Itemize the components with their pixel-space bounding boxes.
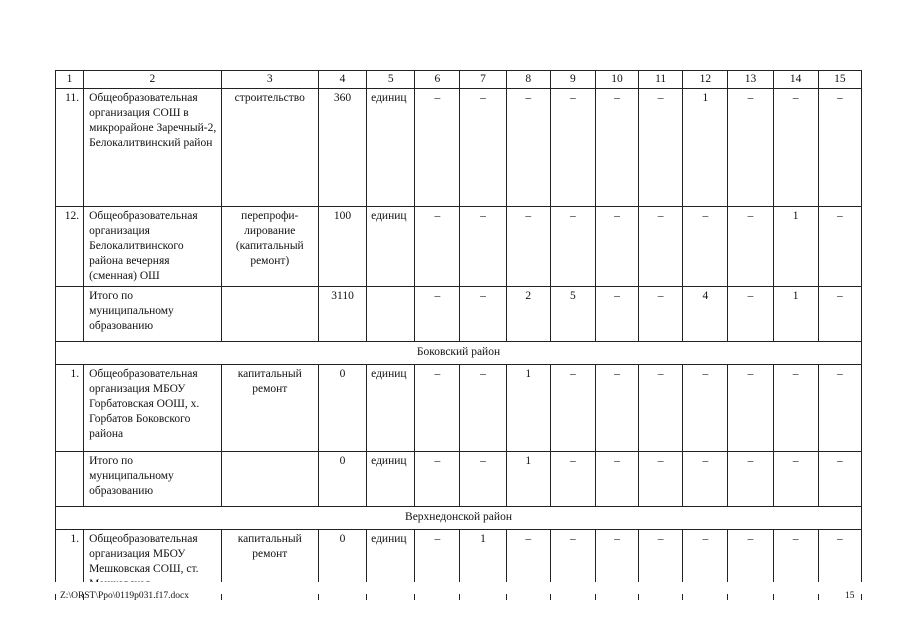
row-number-cell — [56, 287, 84, 342]
value-cell: – — [460, 365, 506, 452]
header-cell: 13 — [728, 71, 773, 89]
section-title: Боковский район — [56, 342, 862, 365]
value-cell: – — [415, 287, 460, 342]
value-cell: – — [639, 287, 683, 342]
value-cell: – — [728, 452, 773, 507]
header-cell: 12 — [683, 71, 728, 89]
header-cell: 5 — [367, 71, 415, 89]
object-name-cell: Общеобразовательная организация МБОУ Мешковская СОШ, ст. — [84, 530, 222, 600]
header-row — [56, 71, 862, 89]
footer-file-path: Z:\ORST\Ppo\0119p031.f17.docx — [60, 591, 189, 601]
value-cell: 1 — [773, 207, 818, 287]
unit-cell: единиц — [367, 89, 415, 207]
value-cell: – — [415, 452, 460, 507]
object-name-cell: Итого по муниципальному образованию — [84, 287, 222, 342]
value-cell: – — [639, 452, 683, 507]
header-cell: 14 — [773, 71, 818, 89]
value-cell: – — [728, 530, 773, 600]
capacity-cell: 360 — [318, 89, 366, 207]
value-cell: – — [595, 287, 638, 342]
value-cell: – — [818, 365, 861, 452]
value-cell: – — [818, 287, 861, 342]
header-cell: 3 — [221, 71, 318, 89]
table-row — [56, 89, 862, 207]
value-cell: – — [550, 530, 595, 600]
value-cell: – — [460, 287, 506, 342]
value-cell: – — [506, 530, 550, 600]
section-row — [56, 507, 862, 530]
value-cell: – — [595, 365, 638, 452]
value-cell: – — [818, 89, 861, 207]
value-cell: – — [773, 365, 818, 452]
row-number-cell — [56, 452, 84, 507]
header-cell: 7 — [460, 71, 506, 89]
value-cell: – — [506, 207, 550, 287]
work-type-cell: капитальный ремонт — [221, 365, 318, 452]
capacity-cell: 3110 — [318, 287, 366, 342]
value-cell: – — [506, 89, 550, 207]
value-cell: 1 — [506, 452, 550, 507]
value-cell: – — [728, 207, 773, 287]
header-cell: 2 — [84, 71, 222, 89]
data-table — [55, 70, 862, 600]
header-cell: 15 — [818, 71, 861, 89]
value-cell: – — [728, 365, 773, 452]
value-cell: – — [639, 365, 683, 452]
table-row — [56, 365, 862, 452]
value-cell: – — [683, 452, 728, 507]
value-cell: – — [818, 452, 861, 507]
value-cell: – — [818, 207, 861, 287]
row-number-cell: 1. — [56, 530, 84, 600]
row-number-cell: 11. — [56, 89, 84, 207]
work-type-cell — [221, 287, 318, 342]
value-cell: 1 — [683, 89, 728, 207]
value-cell: – — [683, 207, 728, 287]
value-cell: 2 — [506, 287, 550, 342]
value-cell: – — [415, 89, 460, 207]
unit-cell — [367, 287, 415, 342]
table-row — [56, 287, 862, 342]
value-cell: – — [728, 287, 773, 342]
value-cell: – — [550, 452, 595, 507]
value-cell: – — [415, 530, 460, 600]
value-cell: – — [415, 207, 460, 287]
value-cell: – — [460, 207, 506, 287]
table-body — [56, 71, 862, 600]
capacity-cell: 0 — [318, 452, 366, 507]
value-cell: – — [460, 89, 506, 207]
value-cell: 1 — [460, 530, 506, 600]
object-name-cell: Общеобразовательная организация СОШ в микрорайоне Заречный-2, Белокалитвинский район — [84, 89, 222, 207]
unit-cell: единиц — [367, 530, 415, 600]
value-cell: – — [773, 89, 818, 207]
value-cell: – — [550, 89, 595, 207]
table-row — [56, 452, 862, 507]
header-cell: 8 — [506, 71, 550, 89]
value-cell: 4 — [683, 287, 728, 342]
header-cell: 1 — [56, 71, 84, 89]
section-title: Верхнедонской район — [56, 507, 862, 530]
value-cell: – — [639, 89, 683, 207]
value-cell: – — [773, 452, 818, 507]
header-cell: 11 — [639, 71, 683, 89]
value-cell: – — [683, 530, 728, 600]
unit-cell: единиц — [367, 207, 415, 287]
value-cell: – — [550, 207, 595, 287]
value-cell: – — [595, 89, 638, 207]
header-cell: 9 — [550, 71, 595, 89]
value-cell: – — [415, 365, 460, 452]
value-cell: – — [683, 365, 728, 452]
object-name-cell: Итого по муниципальному образованию — [84, 452, 222, 507]
table-row — [56, 207, 862, 287]
value-cell: – — [773, 530, 818, 600]
value-cell: – — [550, 365, 595, 452]
work-type-cell: капитальный ремонт — [221, 530, 318, 600]
section-row — [56, 342, 862, 365]
capacity-cell: 100 — [318, 207, 366, 287]
value-cell: – — [639, 207, 683, 287]
value-cell: – — [595, 530, 638, 600]
value-cell: – — [595, 207, 638, 287]
unit-cell: единиц — [367, 452, 415, 507]
capacity-cell: 0 — [318, 365, 366, 452]
unit-cell: единиц — [367, 365, 415, 452]
header-cell: 4 — [318, 71, 366, 89]
value-cell: – — [460, 452, 506, 507]
capacity-cell: 0 — [318, 530, 366, 600]
value-cell: – — [595, 452, 638, 507]
value-cell: 1 — [506, 365, 550, 452]
work-type-cell — [221, 452, 318, 507]
header-cell: 10 — [595, 71, 638, 89]
value-cell: 5 — [550, 287, 595, 342]
value-cell: 1 — [773, 287, 818, 342]
object-name-cell: Общеобразовательная организация Белокалитвинского района вечерняя (сменная) ОШ — [84, 207, 222, 287]
value-cell: – — [818, 530, 861, 600]
value-cell: – — [639, 530, 683, 600]
row-number-cell: 1. — [56, 365, 84, 452]
value-cell: – — [728, 89, 773, 207]
row-number-cell: 12. — [56, 207, 84, 287]
work-type-cell: строительство — [221, 89, 318, 207]
work-type-cell: перепрофи-лирование (капитальный ремонт) — [221, 207, 318, 287]
object-name-cell: Общеобразовательная организация МБОУ Горбатовская ООШ, х. Горбатов Боковского района — [84, 365, 222, 452]
footer-page-number: 15 — [845, 591, 855, 601]
header-cell: 6 — [415, 71, 460, 89]
